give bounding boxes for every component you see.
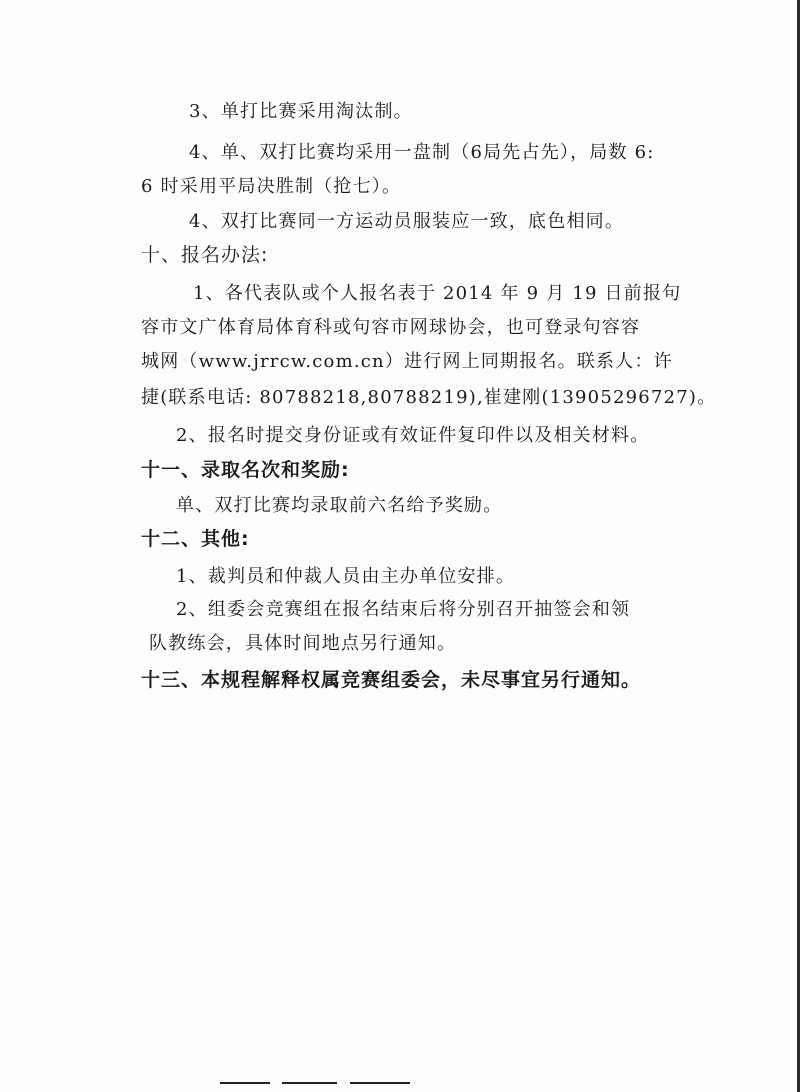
rule-3-single-elimination: 3、单打比赛采用淘汰制。 xyxy=(189,101,413,122)
scan-bottom-marks xyxy=(220,1080,420,1086)
awards-text: 单、双打比赛均录取前六名给予奖励。 xyxy=(176,495,503,516)
registration-item-1-line-1: 1、各代表队或个人报名表于 2014 年 9 月 19 日前报句 xyxy=(193,283,682,304)
rule-4-one-set: 4、单、双打比赛均采用一盘制（6局先占先），局数 6: xyxy=(189,142,655,163)
registration-item-2: 2、报名时提交身份证或有效证件复印件以及相关材料。 xyxy=(176,425,650,446)
registration-item-1-contacts: 捷(联系电话: 80788218,80788219),崔建刚(13905296727)。 xyxy=(141,387,717,408)
rule-4-doubles-uniform: 4、双打比赛同一方运动员服装应一致，底色相同。 xyxy=(189,211,625,232)
rule-4-tiebreak: 6 时采用平局决胜制（抢七）。 xyxy=(141,176,402,197)
other-item-2-line-1: 2、组委会竞赛组在报名结束后将分别召开抽签会和领 xyxy=(176,599,631,620)
registration-item-1-line-3: 城网（www.jrrcw.com.cn）进行网上同期报名。联系人：许 xyxy=(141,351,673,372)
section-13-interpretation: 十三、本规程解释权属竞赛组委会，未尽事宜另行通知。 xyxy=(141,669,642,691)
other-item-1: 1、裁判员和仲裁人员由主办单位安排。 xyxy=(176,566,516,587)
registration-item-1-line-2: 容市文广体育局体育科或句容市网球协会，也可登录句容容 xyxy=(141,317,641,338)
section-12-other-heading: 十二、其他: xyxy=(141,528,250,550)
section-11-awards-heading: 十一、录取名次和奖励: xyxy=(141,459,350,481)
section-10-registration-heading: 十、报名办法: xyxy=(141,244,269,266)
other-item-2-line-2: 队教练会，具体时间地点另行通知。 xyxy=(149,633,457,654)
